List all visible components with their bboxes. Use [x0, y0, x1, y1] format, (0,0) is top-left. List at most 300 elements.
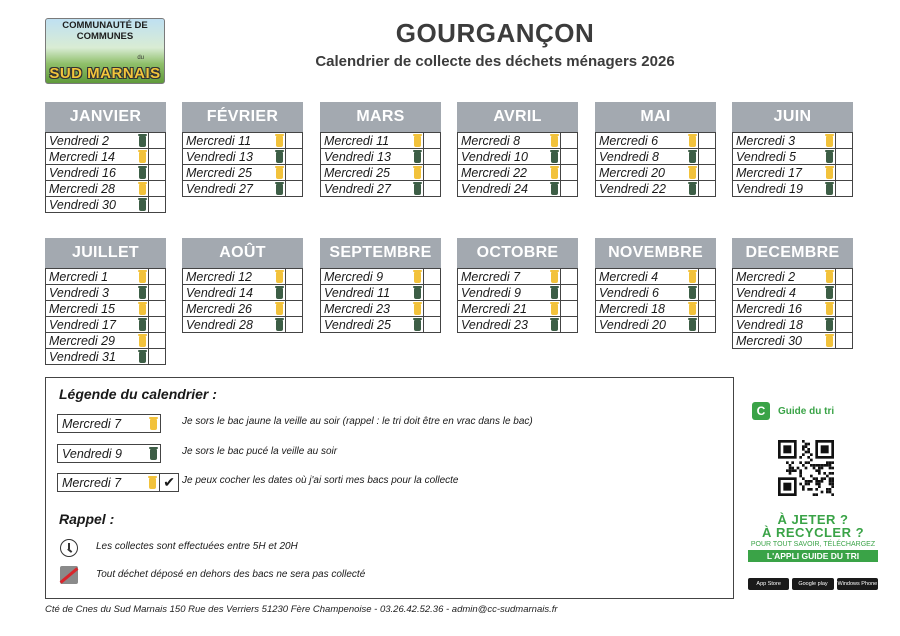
bin-cell [273, 149, 285, 165]
legend-text-green: Je sors le bac pucé la veille au soir [182, 446, 338, 457]
bin-cell [823, 133, 835, 149]
checkbox-cell[interactable] [836, 285, 853, 301]
month-table [595, 132, 716, 197]
green-bin-icon [689, 288, 696, 299]
qr-code-icon[interactable] [778, 440, 834, 496]
bin-cell [136, 301, 148, 317]
collection-date: Mercredi 25 [321, 165, 412, 181]
month-header: FÉVRIER [182, 102, 303, 132]
collection-date: Mercredi 15 [46, 301, 137, 317]
collection-row [46, 197, 166, 213]
yellow-bin-icon [139, 304, 146, 315]
collection-row [733, 181, 853, 197]
yellow-bin-icon [276, 136, 283, 147]
checkbox-cell[interactable] [149, 269, 166, 285]
bin-cell [686, 133, 698, 149]
collection-row [46, 285, 166, 301]
collection-date: Vendredi 13 [183, 149, 274, 165]
month-table [320, 132, 441, 197]
checkbox-cell[interactable] [836, 149, 853, 165]
month-table [457, 132, 578, 197]
bin-cell [136, 181, 148, 197]
collection-date: Vendredi 16 [46, 165, 137, 181]
month-header: JUILLET [45, 238, 166, 268]
month-header: OCTOBRE [457, 238, 578, 268]
collection-date: Vendredi 14 [183, 285, 274, 301]
footer-contact: Cté de Cnes du Sud Marnais 150 Rue des Verriers 51230 Fère Champenoise - 03.26.42.52.36 - admin@cc-sudmarnais.fr [45, 604, 558, 615]
green-bin-icon [139, 320, 146, 331]
yellow-bin-icon [689, 272, 696, 283]
checkbox-cell[interactable] [424, 317, 441, 333]
checkbox-cell[interactable] [149, 133, 166, 149]
collection-date: Vendredi 6 [596, 285, 687, 301]
collection-row [183, 149, 303, 165]
collection-row [596, 165, 716, 181]
collection-date: Mercredi 9 [321, 269, 412, 285]
checkbox-cell[interactable] [561, 133, 578, 149]
month-header: JUIN [732, 102, 853, 132]
collection-row [458, 181, 578, 197]
yellow-bin-icon [551, 304, 558, 315]
collection-date: Mercredi 12 [183, 269, 274, 285]
bin-cell [411, 285, 423, 301]
yellow-bin-icon [826, 336, 833, 347]
green-bin-icon [551, 184, 558, 195]
yellow-bin-icon [139, 336, 146, 347]
bin-cell [136, 349, 148, 365]
collection-row [183, 181, 303, 197]
collection-date: Vendredi 22 [596, 181, 687, 197]
checkbox-cell[interactable] [561, 317, 578, 333]
checkbox-cell[interactable] [286, 285, 303, 301]
bin-cell [136, 133, 148, 149]
collection-row [458, 165, 578, 181]
month-table [320, 268, 441, 333]
collection-row [46, 165, 166, 181]
checkbox-cell[interactable] [699, 317, 716, 333]
bin-cell [823, 285, 835, 301]
checkbox-cell[interactable] [149, 333, 166, 349]
bin-cell [411, 133, 423, 149]
month-block [320, 238, 441, 333]
month-header: AOÛT [182, 238, 303, 268]
bin-cell [686, 181, 698, 197]
legend-sample-date: Mercredi 7 [62, 416, 122, 431]
legend-sample-date: Vendredi 9 [62, 446, 122, 461]
bin-cell [686, 317, 698, 333]
collection-row [321, 317, 441, 333]
month-block [732, 102, 853, 197]
collection-row [733, 301, 853, 317]
checkbox-cell[interactable] [149, 165, 166, 181]
collection-row [596, 133, 716, 149]
yellow-bin-icon [551, 168, 558, 179]
bin-cell [273, 181, 285, 197]
collection-date: Vendredi 2 [46, 133, 137, 149]
checkbox-cell[interactable] [424, 149, 441, 165]
collection-date: Vendredi 28 [183, 317, 274, 333]
collection-row [321, 133, 441, 149]
collection-row [733, 333, 853, 349]
yellow-bin-icon [139, 184, 146, 195]
guide-du-tri-label: Guide du tri [778, 406, 835, 417]
collection-date: Vendredi 3 [46, 285, 137, 301]
checkbox-cell[interactable] [149, 197, 166, 213]
checkbox-cell[interactable] [424, 181, 441, 197]
collection-date: Mercredi 3 [733, 133, 824, 149]
green-bin-icon [139, 136, 146, 147]
legend-sample-checked [57, 473, 179, 492]
checkbox-cell[interactable] [699, 301, 716, 317]
checkbox-cell[interactable] [699, 181, 716, 197]
collection-row [46, 149, 166, 165]
collection-date: Vendredi 20 [596, 317, 687, 333]
bin-cell [136, 317, 148, 333]
no-dumping-icon [60, 566, 78, 584]
checkbox-cell[interactable] [836, 269, 853, 285]
promo-line3: POUR TOUT SAVOIR, TÉLÉCHARGEZ [750, 541, 876, 548]
yellow-bin-icon [149, 478, 156, 489]
green-bin-icon [276, 288, 283, 299]
checkbox-cell[interactable] [286, 317, 303, 333]
collection-date: Mercredi 14 [46, 149, 137, 165]
green-bin-icon [551, 288, 558, 299]
yellow-bin-icon [139, 272, 146, 283]
collection-date: Mercredi 28 [46, 181, 137, 197]
bin-cell [273, 133, 285, 149]
checkbox-cell[interactable] [561, 149, 578, 165]
month-table [182, 132, 303, 197]
checkbox-cell[interactable] [699, 165, 716, 181]
collection-row [733, 269, 853, 285]
logo-line1: COMMUNAUTÉ DE [62, 20, 148, 31]
month-block [45, 238, 166, 365]
checkbox-cell[interactable] [561, 285, 578, 301]
month-header: NOVEMBRE [595, 238, 716, 268]
checkbox-cell[interactable] [286, 149, 303, 165]
collection-date: Vendredi 5 [733, 149, 824, 165]
green-bin-icon [414, 152, 421, 163]
collection-date: Mercredi 17 [733, 165, 824, 181]
collection-row [596, 285, 716, 301]
green-bin-icon [139, 168, 146, 179]
checkbox-cell[interactable] [699, 285, 716, 301]
legend-box [45, 377, 734, 599]
yellow-bin-icon [139, 152, 146, 163]
collection-date: Vendredi 25 [321, 317, 412, 333]
legend-text-yellow: Je sors le bac jaune la veille au soir (rappel : le tri doit être en vrac dans le bac) [182, 416, 533, 427]
yellow-bin-icon [276, 168, 283, 179]
green-bin-icon [826, 152, 833, 163]
yellow-bin-icon [689, 304, 696, 315]
bin-cell [136, 197, 148, 213]
yellow-bin-icon [826, 168, 833, 179]
checkbox-cell[interactable] [561, 301, 578, 317]
collection-row [321, 165, 441, 181]
app-store-badge[interactable]: App Store [748, 578, 789, 590]
bin-cell [548, 149, 560, 165]
collection-row [458, 317, 578, 333]
month-table [457, 268, 578, 333]
rappel-text-dumping: Tout déchet déposé en dehors des bacs ne sera pas collecté [96, 569, 366, 580]
collection-date: Vendredi 4 [733, 285, 824, 301]
green-bin-icon [414, 288, 421, 299]
month-header: AVRIL [457, 102, 578, 132]
collection-row [733, 133, 853, 149]
yellow-bin-icon [276, 304, 283, 315]
green-bin-icon [826, 288, 833, 299]
checkbox-cell[interactable] [836, 333, 853, 349]
checkbox-cell[interactable] [424, 133, 441, 149]
page-subtitle: Calendrier de collecte des déchets ménagers 2026 [315, 53, 675, 70]
logo-line2: COMMUNES [76, 31, 134, 42]
collection-date: Mercredi 30 [733, 333, 824, 349]
green-bin-icon [414, 184, 421, 195]
bin-cell [823, 165, 835, 181]
checkbox-cell[interactable] [836, 165, 853, 181]
bin-cell [273, 301, 285, 317]
checkbox-cell[interactable] [149, 301, 166, 317]
collection-row [183, 269, 303, 285]
green-bin-icon [139, 352, 146, 363]
collection-date: Mercredi 20 [596, 165, 687, 181]
collection-date: Mercredi 23 [321, 301, 412, 317]
month-block [595, 238, 716, 333]
month-header: MARS [320, 102, 441, 132]
collection-date: Mercredi 4 [596, 269, 687, 285]
month-block [45, 102, 166, 213]
yellow-bin-icon [414, 304, 421, 315]
legend-text-checked: Je peux cocher les dates où j'ai sorti mes bacs pour la collecte [182, 475, 459, 486]
collection-date: Vendredi 27 [321, 181, 412, 197]
yellow-bin-icon [414, 168, 421, 179]
yellow-bin-icon [150, 419, 157, 430]
bin-cell [686, 285, 698, 301]
bin-cell [273, 269, 285, 285]
bin-cell [136, 285, 148, 301]
page-title: GOURGANÇON [395, 18, 595, 48]
month-block [182, 238, 303, 333]
checkbox-cell[interactable] [836, 317, 853, 333]
collection-date: Mercredi 6 [596, 133, 687, 149]
yellow-bin-icon [276, 272, 283, 283]
checkbox-cell[interactable] [149, 149, 166, 165]
promo-line4: L'APPLI GUIDE DU TRI [748, 550, 878, 562]
collection-date: Mercredi 25 [183, 165, 274, 181]
month-block [732, 238, 853, 349]
checkbox-cell[interactable] [424, 301, 441, 317]
collection-date: Vendredi 23 [458, 317, 549, 333]
checkbox-cell[interactable] [699, 149, 716, 165]
collection-row [183, 317, 303, 333]
checkbox-cell[interactable] [836, 133, 853, 149]
rappel-text-hours: Les collectes sont effectuées entre 5H et 20H [96, 541, 298, 552]
green-bin-icon [139, 200, 146, 211]
logo-name: SUD MARNAIS [49, 65, 161, 82]
collection-row [458, 133, 578, 149]
bin-cell [411, 301, 423, 317]
green-bin-icon [276, 320, 283, 331]
checkbox-cell[interactable] [424, 269, 441, 285]
green-bin-icon [139, 288, 146, 299]
legend-sample-date: Mercredi 7 [62, 475, 122, 490]
bin-cell [411, 149, 423, 165]
collection-row [596, 181, 716, 197]
legend-title: Légende du calendrier : [59, 386, 217, 402]
collection-row [733, 149, 853, 165]
collection-date: Vendredi 13 [321, 149, 412, 165]
collection-row [46, 181, 166, 197]
bin-cell [548, 165, 560, 181]
yellow-bin-icon [414, 136, 421, 147]
collection-row [46, 349, 166, 365]
checkbox-cell[interactable] [286, 165, 303, 181]
windows-phone-badge[interactable]: Windows Phone [837, 578, 878, 590]
logo-du: du [137, 55, 144, 61]
month-header: MAI [595, 102, 716, 132]
collection-row [46, 301, 166, 317]
month-header: DECEMBRE [732, 238, 853, 268]
collection-row [321, 149, 441, 165]
bin-cell [273, 285, 285, 301]
collection-row [733, 165, 853, 181]
collection-date: Mercredi 29 [46, 333, 137, 349]
bin-cell [411, 181, 423, 197]
bin-cell [686, 301, 698, 317]
bin-cell [686, 269, 698, 285]
month-table [732, 132, 853, 197]
month-header: JANVIER [45, 102, 166, 132]
collection-row [183, 133, 303, 149]
collection-row [596, 317, 716, 333]
bin-cell [136, 333, 148, 349]
bin-cell [823, 317, 835, 333]
collection-date: Mercredi 8 [458, 133, 549, 149]
bin-cell [823, 333, 835, 349]
month-table [732, 268, 853, 349]
checkbox-cell[interactable] [286, 133, 303, 149]
bin-cell [136, 165, 148, 181]
collection-row [46, 317, 166, 333]
yellow-bin-icon [689, 136, 696, 147]
checkbox-cell[interactable] [286, 301, 303, 317]
cc-sud-marnais-logo [45, 18, 165, 84]
checkbox-cell[interactable] [836, 181, 853, 197]
green-bin-icon [689, 320, 696, 331]
collection-row [733, 285, 853, 301]
collection-date: Mercredi 11 [321, 133, 412, 149]
green-bin-icon [689, 184, 696, 195]
checkbox-cell[interactable] [836, 301, 853, 317]
yellow-bin-icon [826, 304, 833, 315]
promo-line1: À JETER ? [777, 512, 849, 527]
checkbox-cell[interactable] [424, 285, 441, 301]
collection-date: Mercredi 26 [183, 301, 274, 317]
checkbox-cell[interactable] [286, 269, 303, 285]
bin-cell [136, 149, 148, 165]
collection-date: Vendredi 24 [458, 181, 549, 197]
collection-row [46, 269, 166, 285]
green-bin-icon [150, 449, 157, 460]
bin-cell [411, 317, 423, 333]
collection-date: Mercredi 1 [46, 269, 137, 285]
collection-date: Mercredi 18 [596, 301, 687, 317]
checkbox-cell[interactable] [561, 181, 578, 197]
checkbox-cell[interactable] [149, 285, 166, 301]
yellow-bin-icon [689, 168, 696, 179]
yellow-bin-icon [826, 136, 833, 147]
bin-cell [411, 165, 423, 181]
collection-row [596, 149, 716, 165]
green-bin-icon [414, 320, 421, 331]
yellow-bin-icon [551, 136, 558, 147]
collection-row [183, 285, 303, 301]
checkbox-cell[interactable] [149, 181, 166, 197]
yellow-bin-icon [551, 272, 558, 283]
collection-date: Vendredi 8 [596, 149, 687, 165]
checkbox-cell[interactable] [149, 317, 166, 333]
green-bin-icon [826, 320, 833, 331]
checkbox-cell[interactable] [424, 165, 441, 181]
checkbox-cell[interactable] [149, 349, 166, 365]
collection-row [458, 149, 578, 165]
month-block [595, 102, 716, 197]
legend-sample-green [57, 444, 161, 463]
green-bin-icon [551, 320, 558, 331]
guide-du-tri-icon: C [752, 402, 770, 420]
checkbox-cell[interactable] [699, 133, 716, 149]
bin-cell [273, 165, 285, 181]
collection-row [183, 301, 303, 317]
collection-row [458, 285, 578, 301]
month-block [182, 102, 303, 197]
bin-cell [136, 269, 148, 285]
bin-cell [686, 149, 698, 165]
bin-cell [548, 301, 560, 317]
month-block [320, 102, 441, 197]
collection-row [458, 301, 578, 317]
google-play-badge[interactable]: Google play [792, 578, 833, 590]
green-bin-icon [826, 184, 833, 195]
checkbox-cell[interactable] [286, 181, 303, 197]
bin-cell [823, 149, 835, 165]
bin-cell [548, 269, 560, 285]
collection-row [321, 269, 441, 285]
yellow-bin-icon [414, 272, 421, 283]
collection-date: Vendredi 31 [46, 349, 137, 365]
checkbox-cell[interactable] [561, 165, 578, 181]
bin-cell [823, 181, 835, 197]
checkbox-cell[interactable] [561, 269, 578, 285]
collection-row [321, 301, 441, 317]
collection-row [321, 181, 441, 197]
check-mark-icon[interactable]: ✔ [159, 474, 178, 491]
collection-row [321, 285, 441, 301]
checkbox-cell[interactable] [699, 269, 716, 285]
collection-date: Vendredi 27 [183, 181, 274, 197]
clock-icon [60, 539, 78, 557]
collection-row [46, 333, 166, 349]
bin-cell [548, 285, 560, 301]
rappel-title: Rappel : [59, 511, 115, 527]
store-badges [748, 578, 878, 590]
collection-row [596, 301, 716, 317]
collection-date: Mercredi 21 [458, 301, 549, 317]
month-table [595, 268, 716, 333]
legend-sample-yellow [57, 414, 161, 433]
collection-row [46, 133, 166, 149]
green-bin-icon [551, 152, 558, 163]
